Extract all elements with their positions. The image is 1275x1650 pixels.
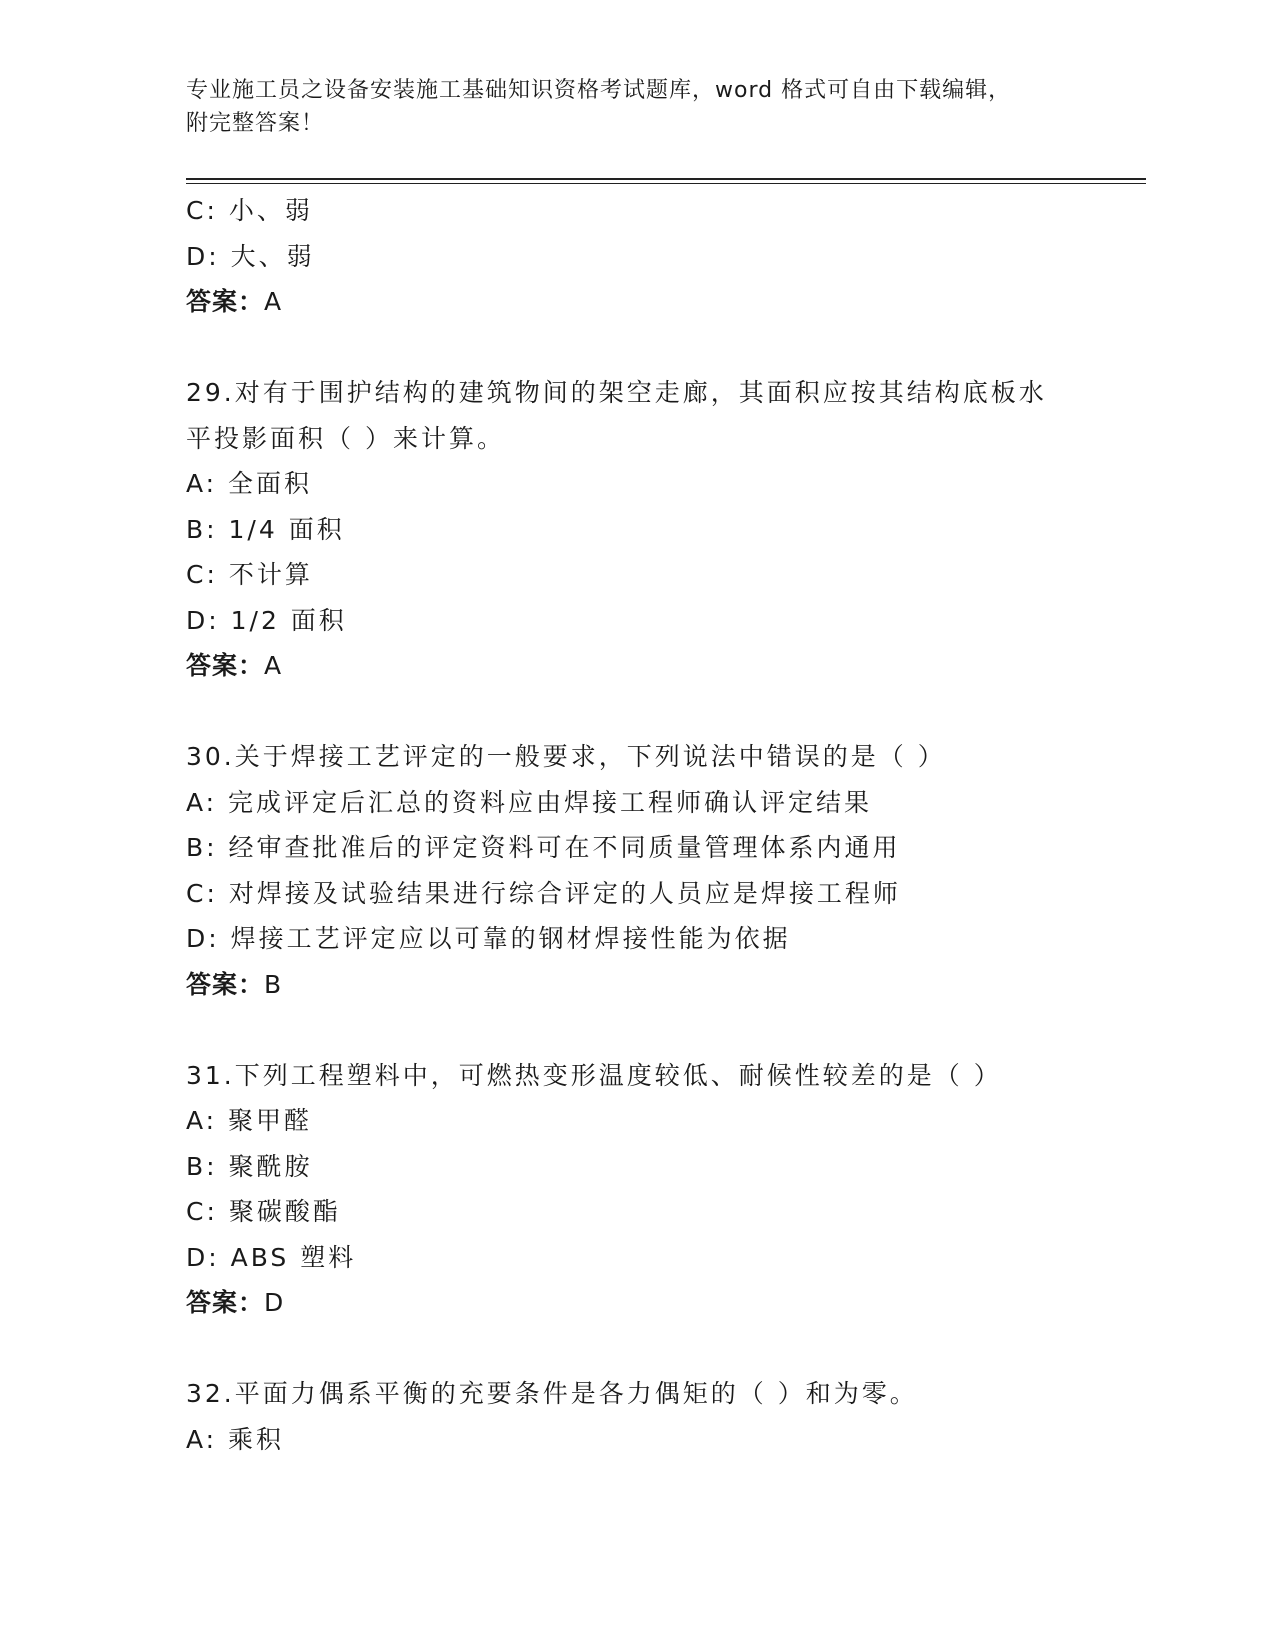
answer-label: 答案： (186, 969, 265, 999)
spacer (186, 1326, 1146, 1372)
question-30 (186, 734, 1146, 1007)
spacer (186, 1007, 1146, 1053)
option-a: A: 聚甲醛 (186, 1106, 313, 1135)
option-d: D: ABS 塑料 (186, 1242, 357, 1272)
question-text-line-1: 30.关于焊接工艺评定的一般要求，下列说法中错误的是（ ） (186, 742, 946, 771)
spacer (186, 689, 1146, 735)
option-a: A: 全面积 (186, 469, 313, 498)
option-b: B: 1/4 面积 (186, 514, 345, 544)
option-d: D: 焊接工艺评定应以可靠的钢材焊接性能为依据 (186, 924, 791, 953)
question-text-line-1: 31.下列工程塑料中，可燃热变形温度较低、耐候性较差的是（ ） (186, 1060, 1002, 1090)
option-c: C: 不计算 (186, 560, 313, 589)
option-d: D: 1/2 面积 (186, 605, 347, 635)
answer-line (186, 962, 1146, 1008)
answer-line (186, 279, 1146, 325)
question-32 (186, 1371, 1146, 1462)
answer-value: A (264, 651, 285, 680)
option-c: C: 小、弱 (186, 196, 313, 225)
option-b: B: 经审查批准后的评定资料可在不同质量管理体系内通用 (186, 833, 901, 862)
option-b: B: 聚酰胺 (186, 1151, 313, 1181)
question-31 (186, 1053, 1146, 1326)
question-28-continuation (186, 188, 1146, 325)
option-a: A: 完成评定后汇总的资料应由焊接工程师确认评定结果 (186, 787, 873, 817)
answer-value: A (264, 287, 285, 316)
option-d: D: 大、弱 (186, 241, 315, 271)
answer-label: 答案： (186, 651, 265, 680)
answer-value: B (264, 969, 285, 999)
option-c: C: 聚碳酸酯 (186, 1197, 341, 1226)
question-list (186, 188, 1146, 1462)
answer-value: D (264, 1288, 287, 1317)
question-29 (186, 370, 1146, 689)
spacer (186, 325, 1146, 371)
document-header (186, 74, 1086, 140)
answer-label: 答案： (186, 1288, 265, 1317)
question-text-line-1: 29.对有于围护结构的建筑物间的架空走廊，其面积应按其结构底板水 (186, 378, 1047, 407)
header-title-line-2: 附完整答案！ (186, 111, 325, 136)
option-c: C: 对焊接及试验结果进行综合评定的人员应是焊接工程师 (186, 878, 901, 908)
answer-line (186, 643, 1146, 689)
answer-label: 答案： (186, 287, 265, 316)
header-divider (186, 178, 1146, 184)
option-a: A: 乘积 (186, 1424, 285, 1454)
question-text-line-1: 32.平面力偶系平衡的充要条件是各力偶矩的（ ）和为零。 (186, 1379, 918, 1408)
answer-line (186, 1280, 1146, 1326)
header-title-line-1: 专业施工员之设备安装施工基础知识资格考试题库，word 格式可自由下载编辑， (186, 78, 1012, 103)
question-text-line-2: 平投影面积（ ）来计算。 (186, 423, 505, 453)
